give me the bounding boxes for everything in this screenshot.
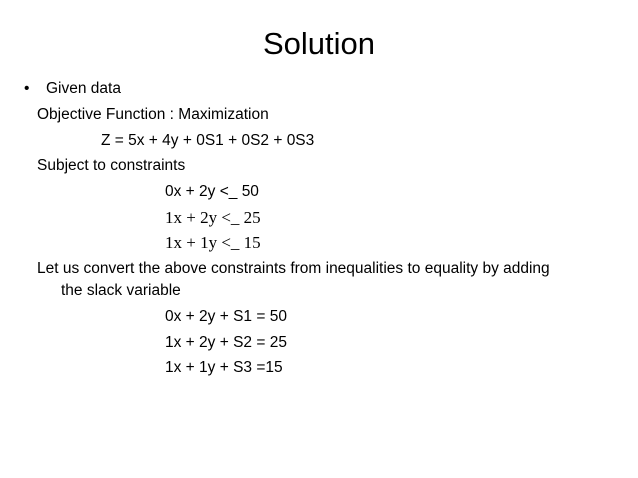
- constraint-2: 1x + 2y <_ 25: [165, 208, 261, 227]
- constraint-1: 0x + 2y <_ 50: [165, 183, 259, 200]
- equality-3: 1x + 1y + S3 =15: [165, 359, 283, 376]
- conversion-text-line1: Let us convert the above constraints from inequalities to equality by adding: [37, 260, 550, 277]
- constraint-3: 1x + 1y <_ 15: [165, 233, 261, 252]
- objective-label: Objective Function : Maximization: [37, 106, 269, 123]
- bullet-text: Given data: [46, 80, 121, 97]
- bullet-item: [24, 79, 121, 99]
- slide-title: Solution: [262, 26, 376, 61]
- bullet-icon: •: [24, 80, 30, 97]
- equality-2: 1x + 2y + S2 = 25: [165, 334, 287, 351]
- equality-1: 0x + 2y + S1 = 50: [165, 308, 287, 325]
- constraints-label: Subject to constraints: [37, 157, 186, 174]
- conversion-text-line2: the slack variable: [61, 282, 181, 299]
- objective-equation: Z = 5x + 4y + 0S1 + 0S2 + 0S3: [101, 132, 315, 149]
